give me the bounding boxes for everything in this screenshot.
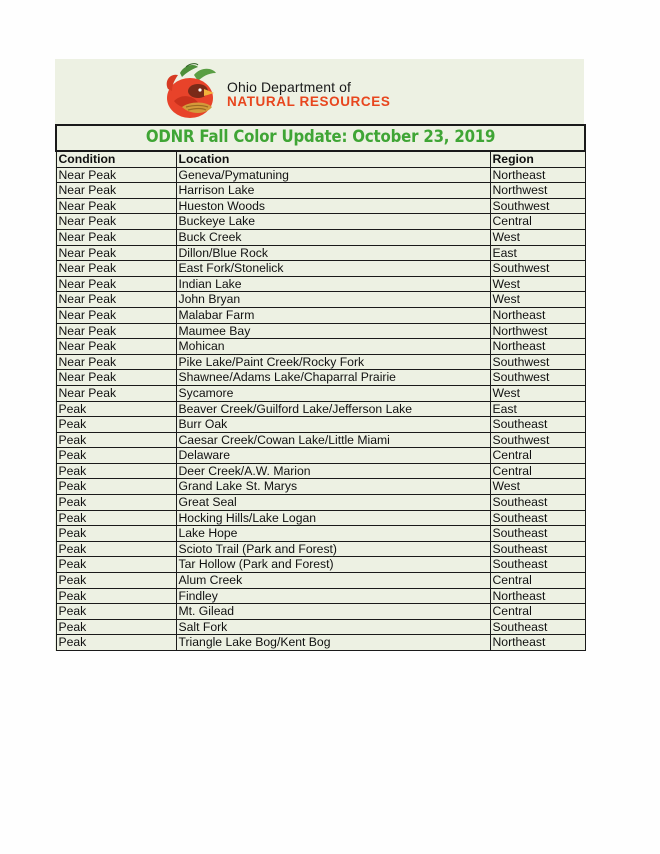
org-name-line1: Ohio Department of (227, 79, 351, 95)
table-row (56, 354, 585, 370)
location-cell: Buckeye Lake (176, 214, 490, 230)
table-row (56, 167, 585, 183)
condition-cell: Peak (56, 463, 176, 479)
table-row (56, 323, 585, 339)
table-row (56, 604, 585, 620)
condition-cell: Peak (56, 573, 176, 589)
condition-cell: Peak (56, 604, 176, 620)
location-cell: Beaver Creek/Guilford Lake/Jefferson Lake (176, 401, 490, 417)
region-cell: West (490, 385, 585, 401)
location-cell: Hocking Hills/Lake Logan (176, 510, 490, 526)
table-row (56, 557, 585, 573)
location-cell: Great Seal (176, 495, 490, 511)
condition-cell: Near Peak (56, 370, 176, 386)
region-cell: West (490, 229, 585, 245)
region-cell: Southwest (490, 198, 585, 214)
condition-cell: Peak (56, 448, 176, 464)
condition-cell: Peak (56, 588, 176, 604)
table-row (56, 635, 585, 651)
condition-cell: Near Peak (56, 214, 176, 230)
table-row (56, 432, 585, 448)
region-cell: Northeast (490, 307, 585, 323)
location-cell: Shawnee/Adams Lake/Chaparral Prairie (176, 370, 490, 386)
location-cell: Indian Lake (176, 276, 490, 292)
table-row (56, 448, 585, 464)
condition-cell: Near Peak (56, 385, 176, 401)
region-cell: East (490, 401, 585, 417)
condition-cell: Peak (56, 619, 176, 635)
location-cell: Deer Creek/A.W. Marion (176, 463, 490, 479)
condition-cell: Near Peak (56, 229, 176, 245)
location-cell: Maumee Bay (176, 323, 490, 339)
column-header-condition: Condition (56, 151, 176, 167)
location-cell: Buck Creek (176, 229, 490, 245)
condition-cell: Peak (56, 526, 176, 542)
condition-cell: Peak (56, 432, 176, 448)
table-row (56, 385, 585, 401)
region-cell: East (490, 245, 585, 261)
table-row (56, 245, 585, 261)
condition-cell: Near Peak (56, 339, 176, 355)
condition-cell: Peak (56, 401, 176, 417)
region-cell: Southwest (490, 354, 585, 370)
region-cell: West (490, 292, 585, 308)
location-cell: Malabar Farm (176, 307, 490, 323)
table-row (56, 463, 585, 479)
location-cell: Mohican (176, 339, 490, 355)
condition-cell: Near Peak (56, 276, 176, 292)
table-body (56, 167, 585, 650)
table-row (56, 307, 585, 323)
condition-cell: Near Peak (56, 307, 176, 323)
table-row (56, 276, 585, 292)
table-row (56, 510, 585, 526)
table-row (56, 214, 585, 230)
report-title: ODNR Fall Color Update: October 23, 2019 (145, 127, 496, 147)
column-header-row (56, 151, 585, 167)
table-row (56, 417, 585, 433)
location-cell: Pike Lake/Paint Creek/Rocky Fork (176, 354, 490, 370)
region-cell: Southeast (490, 510, 585, 526)
table-title-cell (56, 125, 585, 151)
region-cell: Central (490, 448, 585, 464)
condition-cell: Near Peak (56, 292, 176, 308)
region-cell: West (490, 479, 585, 495)
column-header-location: Location (176, 151, 490, 167)
region-cell: West (490, 276, 585, 292)
location-cell: Scioto Trail (Park and Forest) (176, 541, 490, 557)
location-cell: Lake Hope (176, 526, 490, 542)
table-row (56, 401, 585, 417)
location-cell: Sycamore (176, 385, 490, 401)
condition-cell: Near Peak (56, 245, 176, 261)
table-row (56, 495, 585, 511)
region-cell: Northeast (490, 339, 585, 355)
column-header-region: Region (490, 151, 585, 167)
location-cell: Burr Oak (176, 417, 490, 433)
region-cell: Northeast (490, 588, 585, 604)
location-cell: Geneva/Pymatuning (176, 167, 490, 183)
table-row (56, 479, 585, 495)
condition-cell: Peak (56, 541, 176, 557)
condition-cell: Near Peak (56, 354, 176, 370)
region-cell: Southwest (490, 370, 585, 386)
location-cell: John Bryan (176, 292, 490, 308)
condition-cell: Near Peak (56, 198, 176, 214)
location-cell: Caesar Creek/Cowan Lake/Little Miami (176, 432, 490, 448)
region-cell: Southeast (490, 557, 585, 573)
table-row (56, 198, 585, 214)
org-name-line2: NATURAL RESOURCES (227, 94, 391, 109)
header-banner (55, 59, 584, 125)
region-cell: Central (490, 214, 585, 230)
condition-cell: Peak (56, 510, 176, 526)
odnr-cardinal-logo-icon (160, 63, 222, 121)
location-cell: Tar Hollow (Park and Forest) (176, 557, 490, 573)
table-row (56, 619, 585, 635)
location-cell: Triangle Lake Bog/Kent Bog (176, 635, 490, 651)
location-cell: Mt. Gilead (176, 604, 490, 620)
location-cell: Hueston Woods (176, 198, 490, 214)
location-cell: Harrison Lake (176, 183, 490, 199)
condition-cell: Peak (56, 495, 176, 511)
location-cell: Findley (176, 588, 490, 604)
region-cell: Central (490, 463, 585, 479)
condition-cell: Peak (56, 479, 176, 495)
region-cell: Central (490, 604, 585, 620)
location-cell: Delaware (176, 448, 490, 464)
condition-cell: Near Peak (56, 323, 176, 339)
condition-cell: Near Peak (56, 261, 176, 277)
region-cell: Southeast (490, 495, 585, 511)
table-row (56, 526, 585, 542)
table-row (56, 229, 585, 245)
condition-cell: Peak (56, 417, 176, 433)
table-row (56, 573, 585, 589)
table-row (56, 370, 585, 386)
region-cell: Northwest (490, 183, 585, 199)
table-row (56, 261, 585, 277)
region-cell: Southeast (490, 541, 585, 557)
table-row (56, 292, 585, 308)
region-cell: Southwest (490, 261, 585, 277)
region-cell: Southwest (490, 432, 585, 448)
condition-cell: Near Peak (56, 167, 176, 183)
condition-cell: Near Peak (56, 183, 176, 199)
table-row (56, 541, 585, 557)
condition-cell: Peak (56, 635, 176, 651)
location-cell: Grand Lake St. Marys (176, 479, 490, 495)
region-cell: Northwest (490, 323, 585, 339)
title-row (56, 125, 585, 151)
table-row (56, 183, 585, 199)
table-row (56, 588, 585, 604)
region-cell: Central (490, 573, 585, 589)
condition-cell: Peak (56, 557, 176, 573)
location-cell: Salt Fork (176, 619, 490, 635)
region-cell: Southeast (490, 417, 585, 433)
fall-color-table (55, 124, 586, 651)
region-cell: Northeast (490, 635, 585, 651)
region-cell: Southeast (490, 526, 585, 542)
region-cell: Southeast (490, 619, 585, 635)
location-cell: Dillon/Blue Rock (176, 245, 490, 261)
table-row (56, 339, 585, 355)
region-cell: Northeast (490, 167, 585, 183)
location-cell: Alum Creek (176, 573, 490, 589)
location-cell: East Fork/Stonelick (176, 261, 490, 277)
